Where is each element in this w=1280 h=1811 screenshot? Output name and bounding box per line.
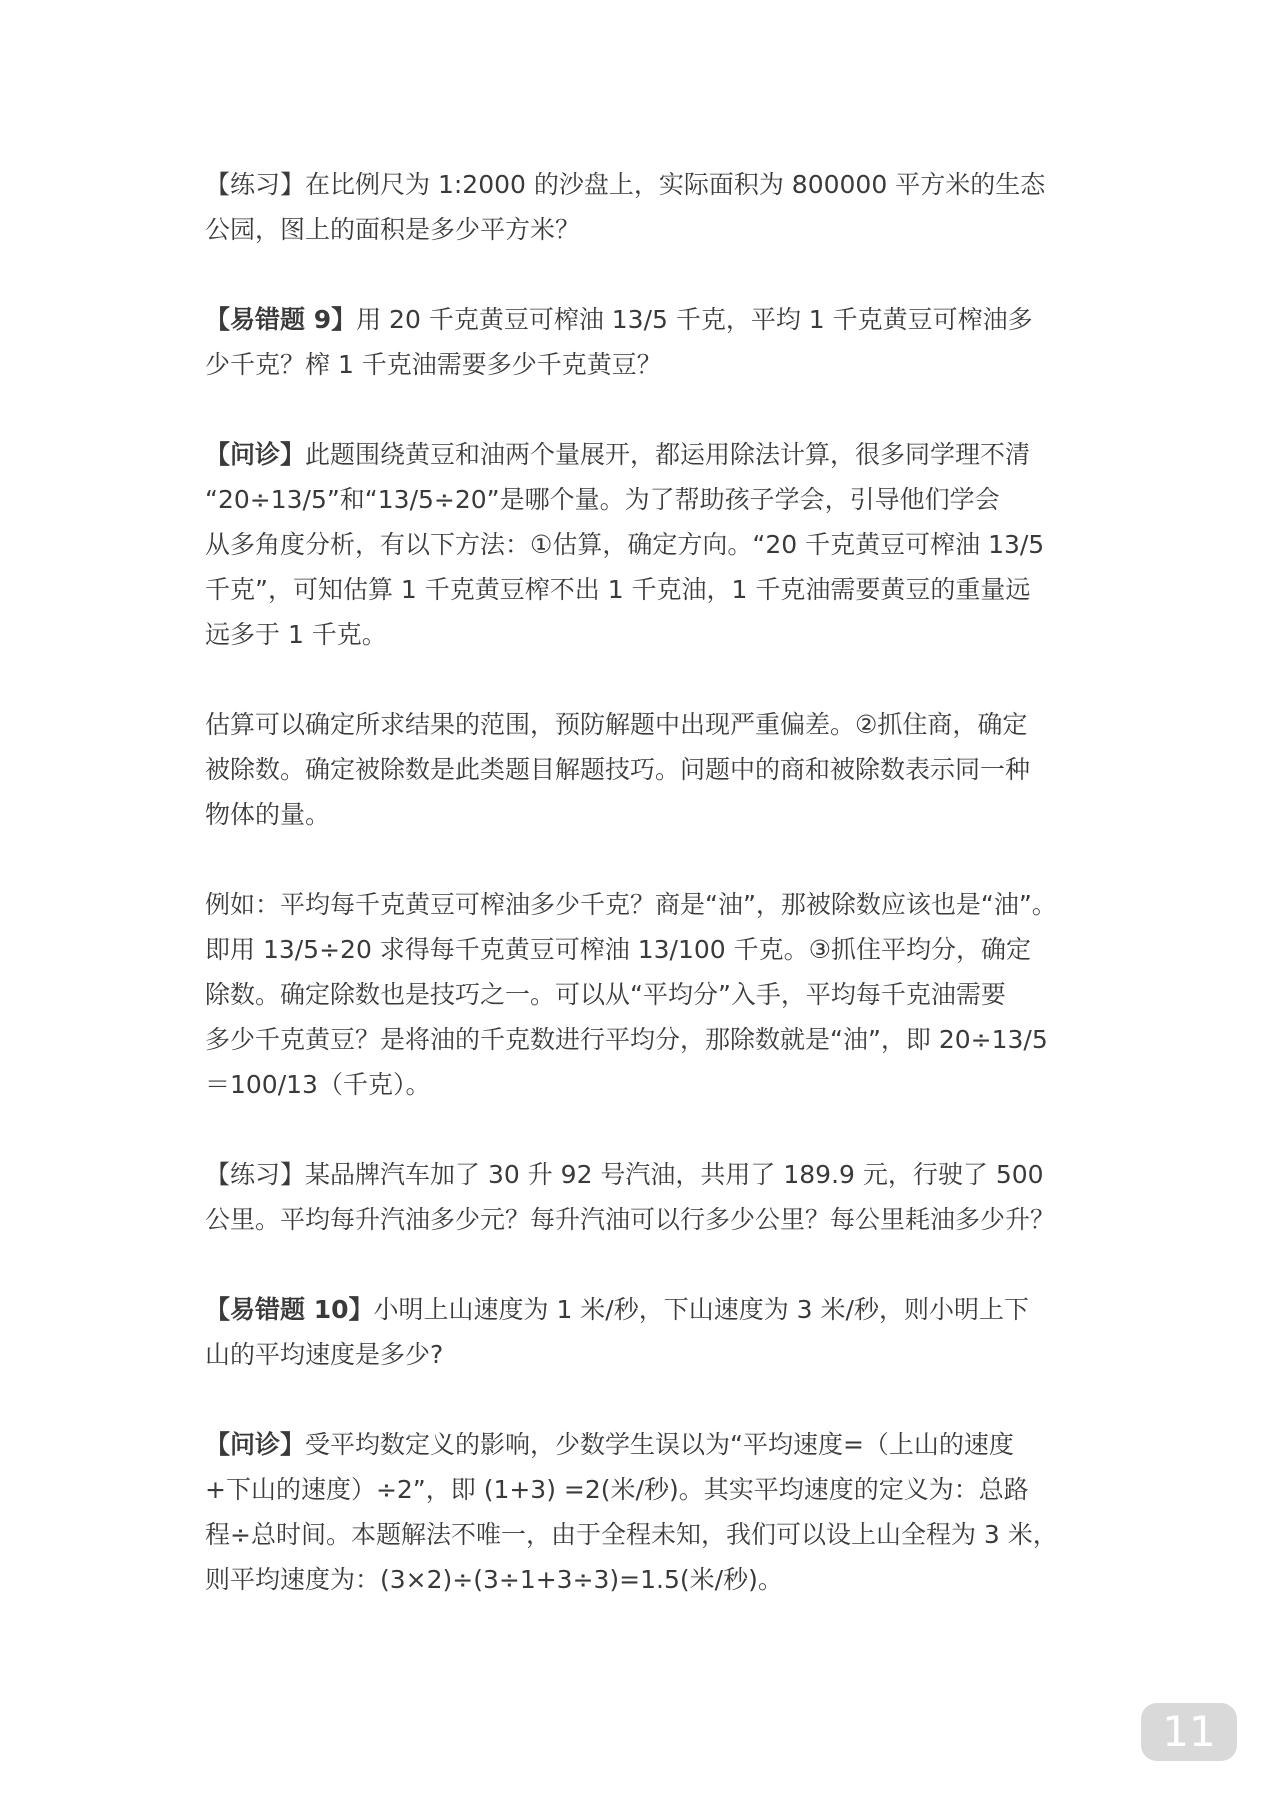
- paragraph-tag: 【问诊】: [205, 1430, 306, 1459]
- paragraph-error-question-10: [205, 1287, 1105, 1377]
- paragraph-line: 公园，图上的面积是多少平方米？: [205, 215, 581, 244]
- paragraph-line: 多少千克黄豆？是将油的千克数进行平均分，那除数就是“油”，即 20÷13/5: [205, 1025, 1048, 1054]
- paragraph-line: 公里。平均每升汽油多少元？每升汽油可以行多少公里？每公里耗油多少升？: [205, 1205, 1056, 1234]
- paragraph-line: ＝100/13（千克）。: [205, 1070, 431, 1099]
- paragraph-line: 少千克？榨 1 千克油需要多少千克黄豆？: [205, 350, 662, 379]
- paragraph-line: +下山的速度）÷2”，即 (1+3) =2(米/秒)。其实平均速度的定义为：总路: [205, 1475, 1029, 1504]
- paragraph-estimation: [205, 702, 1105, 837]
- paragraph-line: 千克”，可知估算 1 千克黄豆榨不出 1 千克油，1 千克油需要黄豆的重量远: [205, 575, 1031, 604]
- paragraph-line: 即用 13/5÷20 求得每千克黄豆可榨油 13/100 千克。③抓住平均分，确定: [205, 935, 1032, 964]
- paragraph-line: “20÷13/5”和“13/5÷20”是哪个量。为了帮助孩子学会，引导他们学会: [205, 485, 1000, 514]
- document-body: [205, 162, 1105, 1647]
- paragraph-line: 从多角度分析，有以下方法：①估算，确定方向。“20 千克黄豆可榨油 13/5: [205, 530, 1045, 559]
- paragraph-tag: 【练习】: [205, 1160, 306, 1189]
- paragraph-line: 小明上山速度为 1 米/秒，下山速度为 3 米/秒，则小明上下: [373, 1295, 1029, 1324]
- paragraph-practice-1: [205, 162, 1105, 252]
- paragraph-line: 某品牌汽车加了 30 升 92 号汽油，共用了 189.9 元，行驶了 500: [305, 1160, 1044, 1189]
- paragraph-tag: 【易错题 10】: [205, 1295, 374, 1324]
- paragraph-line: 程÷总时间。本题解法不唯一，由于全程未知，我们可以设上山全程为 3 米，: [205, 1520, 1058, 1549]
- paragraph-line: 估算可以确定所求结果的范围，预防解题中出现严重偏差。②抓住商，确定: [205, 710, 1028, 739]
- paragraph-line: 除数。确定除数也是技巧之一。可以从“平均分”入手，平均每千克油需要: [205, 980, 1006, 1009]
- paragraph-line: 受平均数定义的影响，少数学生误以为“平均速度=（上山的速度: [305, 1430, 1014, 1459]
- paragraph-tag: 【易错题 9】: [205, 305, 357, 334]
- paragraph-line: 则平均速度为：(3×2)÷(3÷1+3÷3)=1.5(米/秒)。: [205, 1565, 783, 1594]
- paragraph-diagnosis-1: [205, 432, 1105, 657]
- paragraph-line: 例如：平均每千克黄豆可榨油多少千克？商是“油”，那被除数应该也是“油”。: [205, 890, 1057, 919]
- paragraph-line: 此题围绕黄豆和油两个量展开，都运用除法计算，很多同学理不清: [305, 440, 1031, 469]
- paragraph-diagnosis-2: [205, 1422, 1105, 1602]
- paragraph-error-question-9: [205, 297, 1105, 387]
- paragraph-line: 远多于 1 千克。: [205, 620, 387, 649]
- paragraph-line: 山的平均速度是多少?: [205, 1340, 444, 1369]
- paragraph-tag: 【练习】: [205, 170, 306, 199]
- paragraph-line: 用 20 千克黄豆可榨油 13/5 千克，平均 1 千克黄豆可榨油多: [356, 305, 1033, 334]
- page-number-badge: [1141, 1703, 1237, 1761]
- paragraph-line: 被除数。确定被除数是此类题目解题技巧。问题中的商和被除数表示同一种: [205, 755, 1031, 784]
- paragraph-tag: 【问诊】: [205, 440, 306, 469]
- paragraph-line: 物体的量。: [205, 800, 331, 829]
- page-number: 11: [1162, 1707, 1216, 1756]
- paragraph-example: [205, 882, 1105, 1107]
- paragraph-line: 在比例尺为 1:2000 的沙盘上，实际面积为 800000 平方米的生态: [305, 170, 1046, 199]
- paragraph-practice-2: [205, 1152, 1105, 1242]
